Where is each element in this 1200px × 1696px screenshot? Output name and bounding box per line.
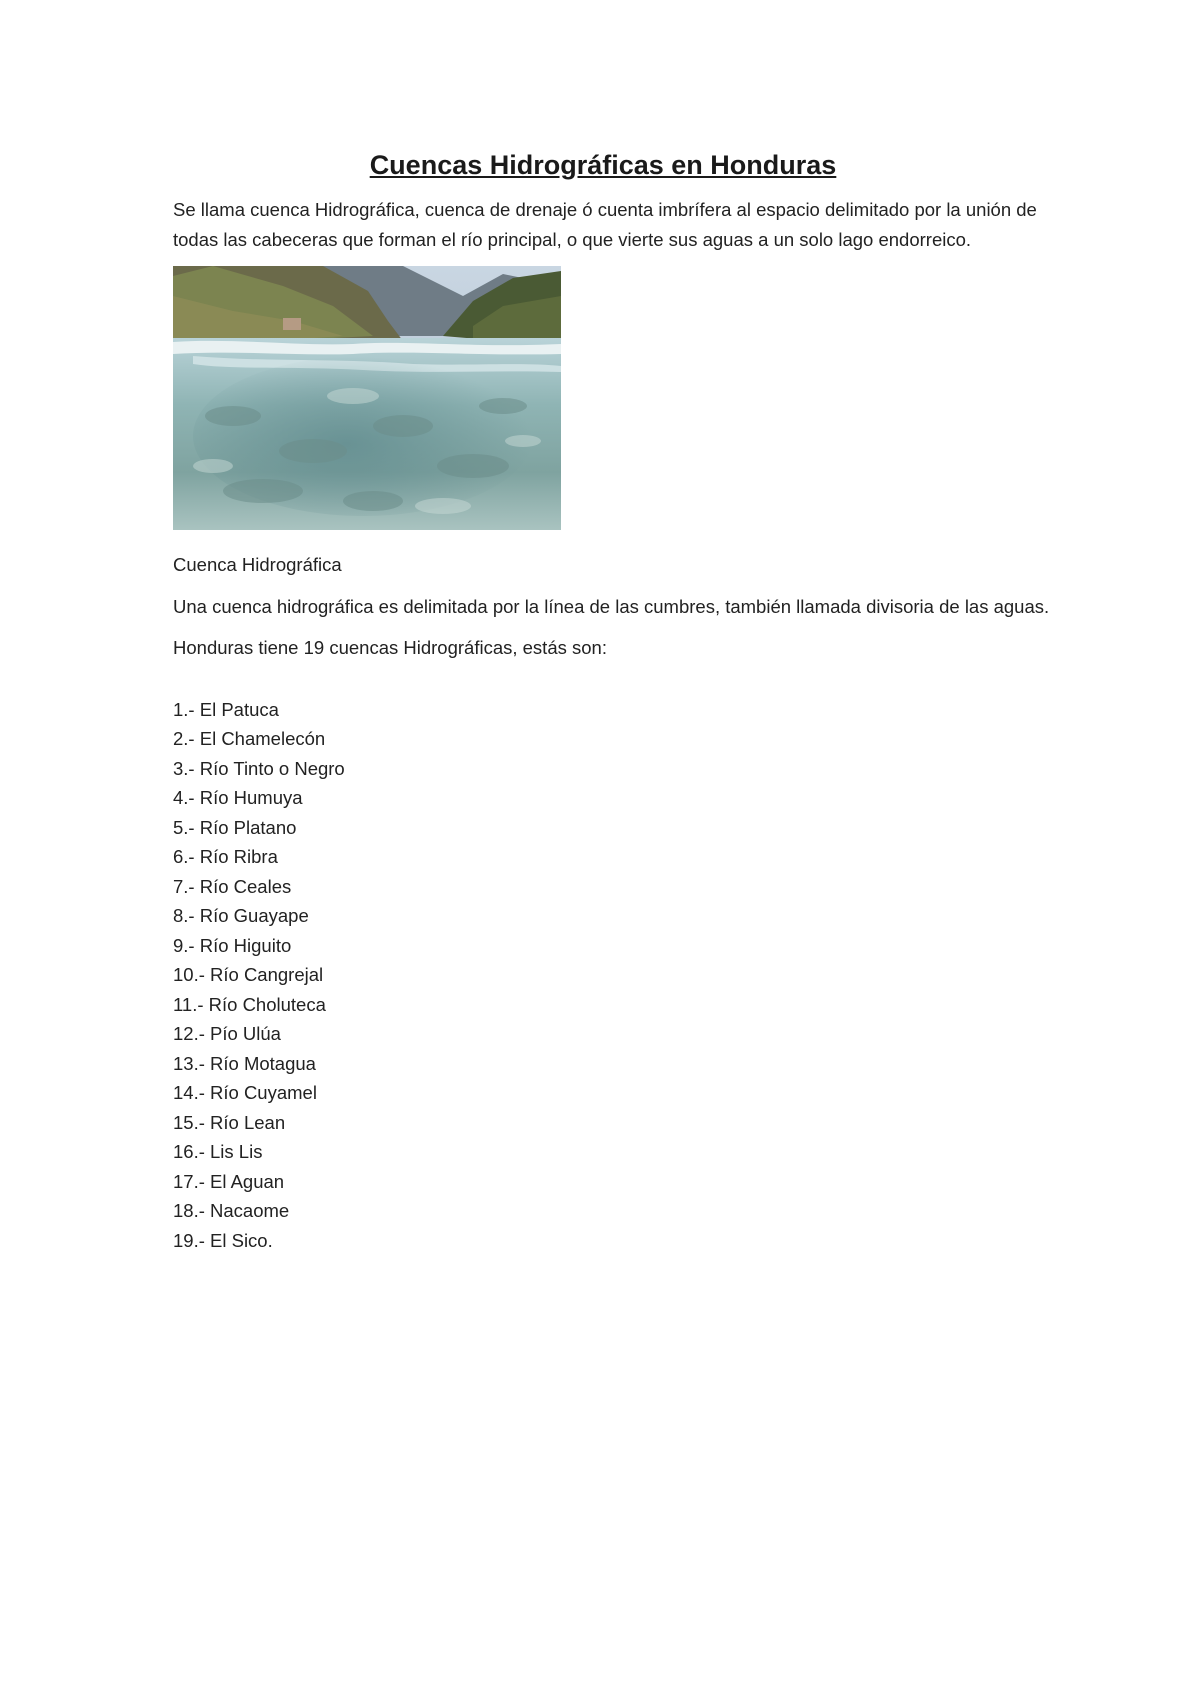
list-item: 2.- El Chamelecón <box>173 728 326 749</box>
list-item: 8.- Río Guayape <box>173 905 309 926</box>
list-item: 1.- El Patuca <box>173 698 279 720</box>
list-item: 14.- Río Cuyamel <box>173 1082 317 1103</box>
list-item: 11.- Río Choluteca <box>173 993 326 1015</box>
list-item: 6.- Río Ribra <box>173 846 278 867</box>
river-basin-photo <box>173 266 561 530</box>
basins-list <box>173 695 1053 1256</box>
definition-paragraph: Una cuenca hidrográfica es delimitada por la línea de las cumbres, también llamada divisoria de las aguas. <box>173 595 1050 617</box>
list-item: 18.- Nacaome <box>173 1200 290 1221</box>
list-item: 9.- Río Higuito <box>173 934 292 956</box>
list-intro-paragraph: Honduras tiene 19 cuencas Hidrográficas, estás son: <box>173 637 607 658</box>
list-item: 3.- Río Tinto o Negro <box>173 757 345 779</box>
document-title: Cuencas Hidrográficas en Honduras <box>369 150 837 180</box>
list-item: 10.- Río Cangrejal <box>173 964 324 985</box>
list-item: 17.- El Aguan <box>173 1170 285 1192</box>
list-item: 5.- Río Platano <box>173 816 297 838</box>
list-item: 4.- Río Humuya <box>173 787 303 808</box>
river-landscape-image <box>173 266 561 530</box>
list-item: 7.- Río Ceales <box>173 875 292 897</box>
image-caption: Cuenca Hidrográfica <box>173 554 342 575</box>
list-item: 16.- Lis Lis <box>173 1141 263 1162</box>
list-item: 15.- Río Lean <box>173 1111 286 1133</box>
intro-paragraph: Se llama cuenca Hidrográfica, cuenca de drenaje ó cuenta imbrífera al espacio delimitado por la unión de todas las cabeceras que forman el río principal, o que vierte sus aguas a un solo lago endorreico. <box>173 199 1037 250</box>
document-content <box>173 150 1053 1255</box>
list-item: 19.- El Sico. <box>173 1229 273 1251</box>
list-item: 13.- Río Motagua <box>173 1052 316 1074</box>
spacer <box>173 675 1053 695</box>
list-item: 12.- Pío Ulúa <box>173 1023 281 1044</box>
